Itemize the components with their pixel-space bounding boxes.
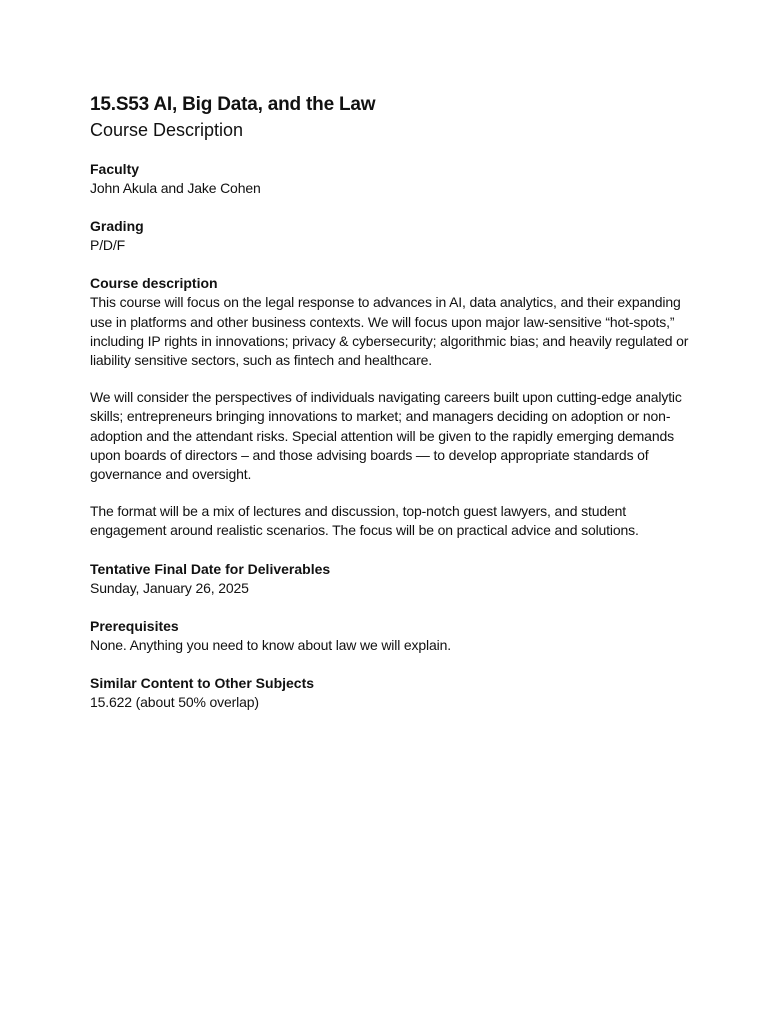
prerequisites-section — [90, 617, 690, 655]
course-description-paragraph: This course will focus on the legal response to advances in AI, data analytics, and their expanding use in platforms and other business contexts. We will focus upon major law-sensitive “hot-spots,” including IP rights in innovations; privacy & cybersecurity; algorithmic bias; and heavily regulated or liability sensitive sectors, such as fintech and healthcare. — [90, 294, 689, 369]
grading-value: P/D/F — [90, 237, 126, 254]
similar-content-value: 15.622 (about 50% overlap) — [90, 694, 259, 711]
grading-label: Grading — [90, 218, 144, 235]
course-description-label: Course description — [90, 275, 218, 292]
deliverables-label: Tentative Final Date for Deliverables — [90, 560, 331, 577]
faculty-section — [90, 160, 690, 198]
similar-content-label: Similar Content to Other Subjects — [90, 675, 315, 692]
deliverables-section — [90, 560, 690, 598]
course-document — [90, 92, 690, 731]
course-description-paragraph: The format will be a mix of lectures and discussion, top-notch guest lawyers, and student engagement around realistic scenarios. The focus will be on practical advice and solutions. — [90, 503, 639, 539]
deliverables-value: Sunday, January 26, 2025 — [90, 579, 249, 596]
faculty-label: Faculty — [90, 161, 140, 177]
faculty-value: John Akula and Jake Cohen — [90, 180, 261, 196]
course-description-section — [90, 274, 690, 540]
similar-content-section — [90, 674, 690, 712]
course-description-paragraph: We will consider the perspectives of individuals navigating careers built upon cutting-edge analytic skills; entrepreneurs bringing innovations to market; and managers deciding on adoption or non-adoption and the attendant risks. Special attention will be given to the rapidly emerging demands upon boards of directors – and those advising boards — to develop appropriate standards of governance and oversight. — [90, 389, 682, 483]
grading-section — [90, 217, 690, 255]
page-subtitle: Course Description — [90, 120, 244, 140]
page-title: 15.S53 AI, Big Data, and the Law — [90, 94, 376, 115]
prerequisites-value: None. Anything you need to know about law we will explain. — [90, 636, 451, 653]
prerequisites-label: Prerequisites — [90, 617, 179, 634]
